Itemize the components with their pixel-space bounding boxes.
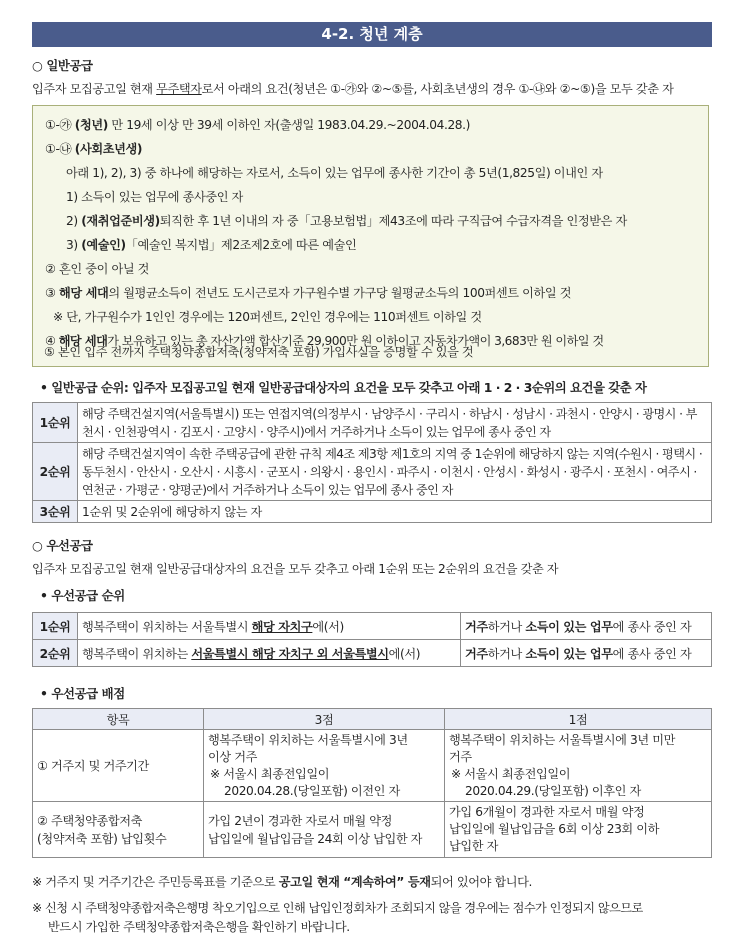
priority-rank-heading: • 우선공급 순위 xyxy=(40,588,125,603)
req-assets: ④ 해당 세대가 보유하고 있는 총 자산가액 합산기준 29,900만 원 이하이고 자동차가액이 3,683만 원 이하일 것 xyxy=(45,334,604,348)
table-row xyxy=(33,730,712,802)
req-newcomer-3: 3) (예술인)「예술인 복지법」제2조제2호에 따른 예술인 xyxy=(66,238,357,252)
table-row xyxy=(33,403,712,443)
req-youth: ①-㉮ (청년) 만 19세 이상 만 39세 이하인 자(출생일 1983.04.29.~2004.04.28.) xyxy=(45,118,470,132)
score-item: ② 주택청약종합저축 (청약저축 포함) 납입횟수 xyxy=(33,802,204,858)
priority-supply-intro: 입주자 모집공고일 현재 일반공급대상자의 요건을 모두 갖추고 아래 1순위 또는 2순위의 요건을 갖춘 자 xyxy=(32,562,559,576)
req-savings: ⑤ 본인 입주 전까지 주택청약종합저축(청약저축 포함) 가입사실을 증명할 수 있을 것 xyxy=(44,345,474,359)
table-row xyxy=(33,443,712,501)
rank-text: 해당 주택건설지역이 속한 주택공급에 관한 규칙 제4조 제3항 제1호의 지역 중 1순위에 해당하지 않는 지역(수원시 · 평택시 · 동두천시 · 안산시 · 오산시 · 시흥시 · 군포시 · 의왕시 · 용인시 · 파주시 · 이천시 · 안성시 · 화성시 · 광주시 · 포천시 · 여주시 · 연천군 · 가평군 · 양평군)에서 거주하거나 소득이 있는 업무에 종사 중인 자 xyxy=(78,443,712,501)
table-row xyxy=(33,640,712,667)
priority-supply-heading: ○ 우선공급 xyxy=(32,538,93,553)
general-supply-heading: ○ 일반공급 xyxy=(32,58,93,73)
req-newcomer-2: 2) (재취업준비생)퇴직한 후 1년 이내의 자 중「고용보험법」제43조에 따라 구직급여 수급자격을 인정받은 자 xyxy=(66,214,627,228)
rank-label: 3순위 xyxy=(33,501,78,523)
column-header: 항목 xyxy=(33,709,204,730)
rank-activity: 거주하거나 소득이 있는 업무에 종사 중인 자 xyxy=(461,640,712,667)
table-row xyxy=(33,613,712,640)
rank-label: 1순위 xyxy=(33,403,78,443)
note-bank: ※ 신청 시 주택청약종합저축은행명 착오기입으로 인해 납입인정회차가 조회되지 않을 경우에는 점수가 인정되지 않으므로 xyxy=(32,901,643,915)
score-3pt: 가입 2년이 경과한 자로서 매월 약정 납입일에 월납입금을 24회 이상 납입한 자 xyxy=(204,802,445,858)
score-3pt: 행복주택이 위치하는 서울특별시에 3년 이상 거주 ※ 서울시 최종전입일이 2020.04.28.(당일포함) 이전인 자 xyxy=(204,730,445,802)
req-newcomer: ①-㉯ (사회초년생) xyxy=(45,142,143,156)
general-rank-heading: • 일반공급 순위: 입주자 모집공고일 현재 일반공급대상자의 요건을 모두 갖추고 아래 1 · 2 · 3순위의 요건을 갖춘 자 xyxy=(40,380,647,395)
score-1pt: 가입 6개월이 경과한 자로서 매월 약정 납입일에 월납입금을 6회 이상 23회 이하 납입한 자 xyxy=(445,802,712,858)
table-row xyxy=(33,802,712,858)
priority-score-table xyxy=(32,708,712,858)
rank-label: 2순위 xyxy=(33,443,78,501)
column-header: 3점 xyxy=(204,709,445,730)
column-header: 1점 xyxy=(445,709,712,730)
note-residence: ※ 거주지 및 거주기간은 주민등록표를 기준으로 공고일 현재 “계속하여” 등재되어 있어야 합니다. xyxy=(32,875,533,889)
rank-text: 해당 주택건설지역(서울특별시) 또는 연접지역(의정부시 · 남양주시 · 구리시 · 하남시 · 성남시 · 과천시 · 안양시 · 광명시 · 부천시 · 인천광역시 · 김포시 · 고양시 · 양주시)에서 거주하거나 소득이 있는 업무에 종사 중인 자 xyxy=(78,403,712,443)
req-income: ③ 해당 세대의 월평균소득이 전년도 도시근로자 가구원수별 가구당 월평균소득의 100퍼센트 이하일 것 xyxy=(45,286,572,300)
general-supply-intro: 입주자 모집공고일 현재 무주택자로서 아래의 요건(청년은 ①-㉮와 ②~⑤를, 사회초년생의 경우 ①-㉯와 ②~⑤)을 모두 갖춘 자 xyxy=(32,82,674,96)
req-newcomer-1: 1) 소득이 있는 업무에 종사중인 자 xyxy=(66,190,243,204)
rank-label: 1순위 xyxy=(33,613,78,640)
note-bank-cont: 반드시 가입한 주택청약종합저축은행을 확인하기 바랍니다. xyxy=(48,920,350,934)
priority-score-heading: • 우선공급 배점 xyxy=(40,686,125,701)
general-rank-table xyxy=(32,402,712,523)
score-1pt: 행복주택이 위치하는 서울특별시에 3년 미만 거주 ※ 서울시 최종전입일이 2020.04.29.(당일포함) 이후인 자 xyxy=(445,730,712,802)
rank-label: 2순위 xyxy=(33,640,78,667)
rank-condition: 행복주택이 위치하는 서울특별시 해당 자치구에(서) xyxy=(78,613,461,640)
requirements-box xyxy=(32,105,709,367)
table-row xyxy=(33,501,712,523)
req-newcomer-desc: 아래 1), 2), 3) 중 하나에 해당하는 자로서, 소득이 있는 업무에 종사한 기간이 총 5년(1,825일) 이내인 자 xyxy=(66,166,603,180)
req-unmarried: ② 혼인 중이 아닐 것 xyxy=(45,262,150,276)
section-title: 4-2. 청년 계층 xyxy=(32,22,712,47)
table-header-row xyxy=(33,709,712,730)
req-income-note: ※ 단, 가구원수가 1인인 경우에는 120퍼센트, 2인인 경우에는 110퍼센트 이하일 것 xyxy=(53,310,482,324)
rank-condition: 행복주택이 위치하는 서울특별시 해당 자치구 외 서울특별시에(서) xyxy=(78,640,461,667)
rank-text: 1순위 및 2순위에 해당하지 않는 자 xyxy=(78,501,712,523)
score-item: ① 거주지 및 거주기간 xyxy=(33,730,204,802)
priority-rank-table xyxy=(32,612,712,667)
rank-activity: 거주하거나 소득이 있는 업무에 종사 중인 자 xyxy=(461,613,712,640)
